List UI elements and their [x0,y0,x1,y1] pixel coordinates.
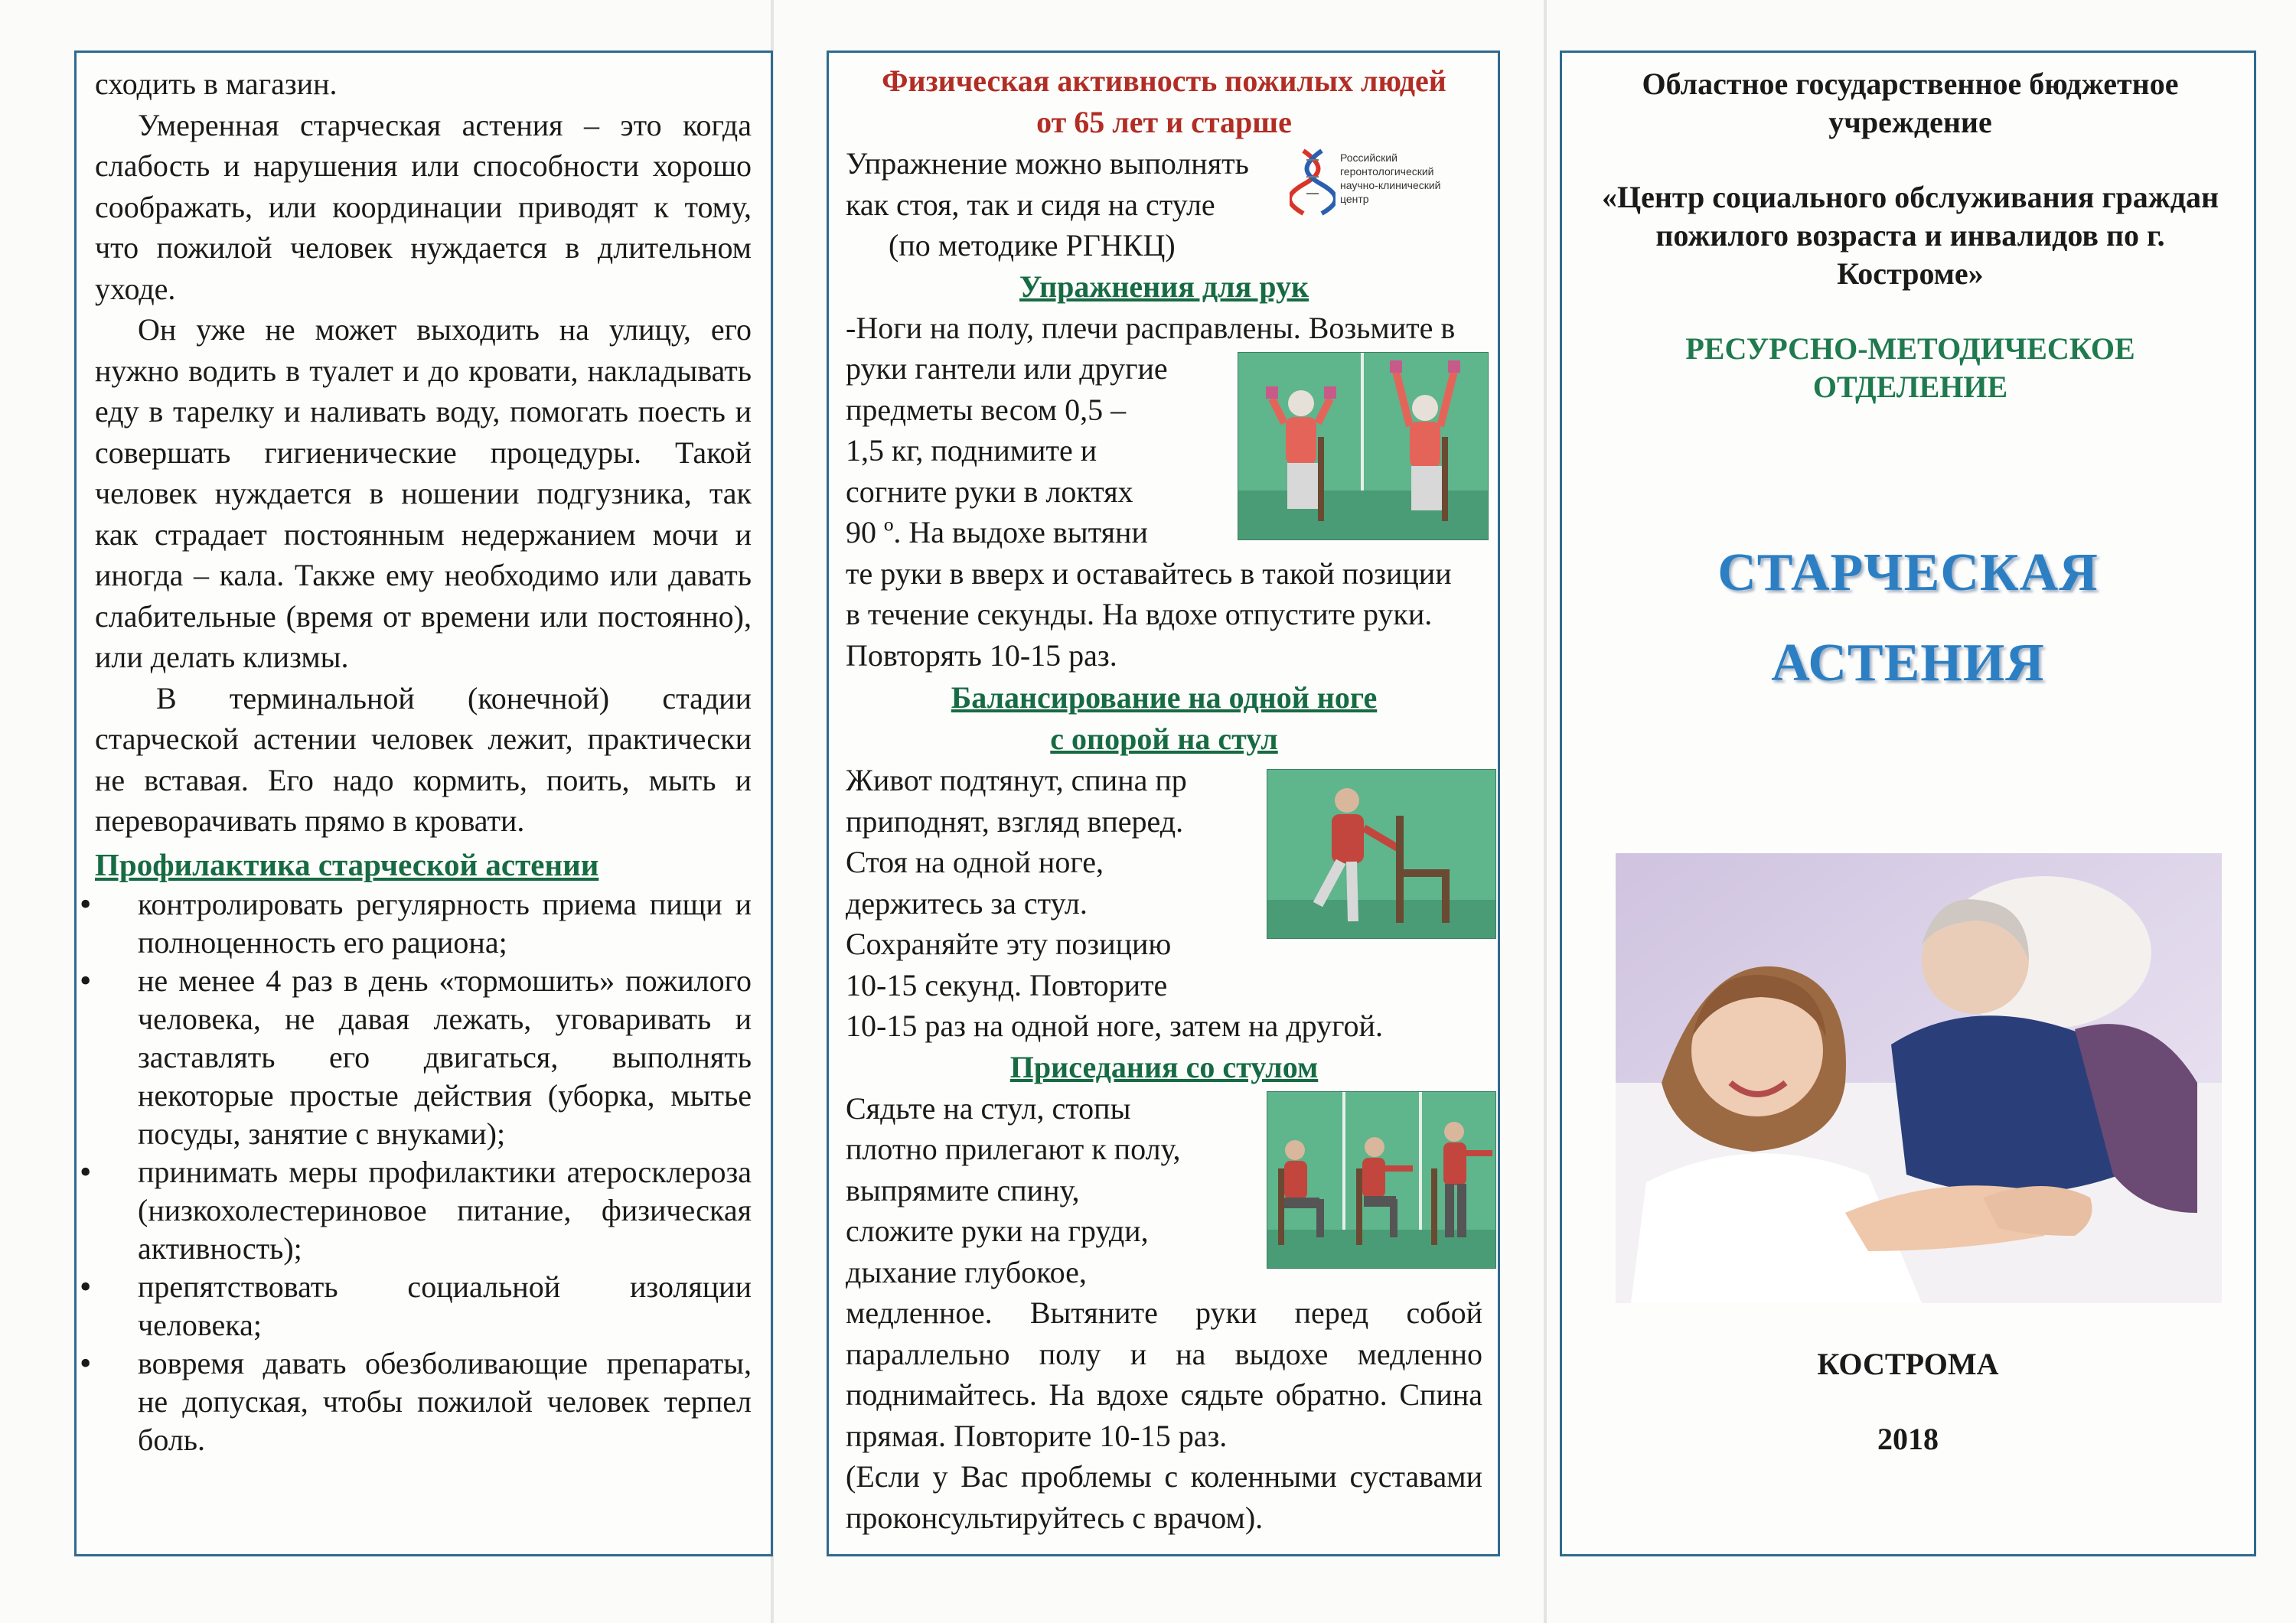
dna-helix-icon [1290,146,1336,217]
panel-middle [827,51,1500,1556]
balance-text-line: приподнят, взгляд вперед. [846,803,1184,839]
publication-year: 2018 [1877,1422,1939,1456]
caregiver-holding-hands-illustration [1616,853,2222,1303]
brochure-title-line-2: АСТЕНИЯ [1771,634,2045,693]
balance-heading-line-2: с опорой на стул [1050,722,1278,756]
logo-text-line: Российский [1340,152,1397,164]
prevention-item: • вовремя давать обезболивающие препараты, не допуская, чтобы пожилой человек терпел боль. [95,1344,752,1459]
balance-exercise-block [846,760,1482,1047]
intro-line: (по методике РГНКЦ) [889,228,1176,262]
city-name: КОСТРОМА [1817,1347,1999,1381]
arms-text-line: те руки в вверх и оставайтесь в такой позиции [846,556,1452,591]
balance-heading-line-1: Балансирование на одной ноге [951,680,1378,715]
paragraph-moderate-asthenia: Умеренная старческая астения – это когда слабость и нарушения или способности хорошо соображать, или координации приводят к тому, что пожилой человек нуждается в длительном уходе. [95,107,752,306]
department-line: РЕСУРСНО-МЕТОДИЧЕСКОЕ [1685,331,2135,366]
logo-text [1340,151,1470,206]
squats-exercise-photo [1267,1091,1496,1269]
arms-text-line: Повторять 10-15 раз. [846,637,1117,673]
left-column-text [95,64,752,1459]
balance-text-line: держитесь за стул. [846,885,1088,921]
rgnkc-logo [1290,146,1469,217]
department-name [1608,330,2213,406]
balance-text-line: Сохраняйте эту позицию [846,927,1172,961]
activity-title-line-1: Физическая активность пожилых людей [882,64,1446,98]
department-line: ОТДЕЛЕНИЕ [1812,370,2008,404]
exercise-column [846,60,1482,1538]
squats-note: (Если у Вас проблемы с коленными суставами проконсультируйтесь с врачом). [846,1459,1482,1535]
prevention-list [95,885,752,1459]
arms-exercise-photo [1238,352,1489,540]
activity-title-line-2: от 65 лет и старше [1036,105,1292,139]
arms-text-line: 90 º. На выдохе вытяни [846,515,1148,549]
intro-line: Упражнение можно выполнять [846,146,1249,181]
arms-text-line: 1,5 кг, поднимите и [846,433,1097,468]
logo-text-line: научно-клинический [1340,179,1441,191]
prevention-item: • контролировать регулярность приема пищи и полноценность его рациона; [95,885,752,962]
arms-exercise-heading: Упражнения для рук [1019,269,1309,304]
arms-text-line: предметы весом 0,5 – [846,392,1127,427]
brochure-title-line-1: СТАРЧЕСКАЯ [1717,543,2099,602]
intro-block [846,143,1482,266]
man-doing-chair-squats-illustration [1267,1092,1495,1268]
squats-text-line: сложите руки на груди, [846,1214,1149,1248]
logo-text-line: центр [1340,193,1369,205]
arms-exercise-block [846,308,1482,676]
intro-line: как стоя, так и сидя на стуле [846,187,1215,222]
squats-text-paragraph: медленное. Вытяните руки перед собой параллельно полу и на выдохе медленно поднимайтесь. На вдохе сядьте обратно. Спина прямая. Повторите 10-15 раз. [846,1295,1482,1453]
prevention-item: • принимать меры профилактики атеросклероза (низкохолестериновое питание, физическая активность); [95,1153,752,1268]
panel-left [74,51,773,1556]
arms-text-line: -Ноги на полу, плечи расправлены. Возьмите в [846,310,1456,345]
squats-text-line: Сядьте на стул, стопы [846,1090,1131,1126]
fold-line-right [1544,0,1547,1623]
prevention-item: • препятствовать социальной изоляции человека; [95,1268,752,1344]
arms-text-line: согните руки в локтях [846,474,1133,509]
paragraph-care-needs: Он уже не может выходить на улицу, его нужно водить в туалет и до кровати, накладывать еду в тарелку и наливать воду, помогать поесть и совершать гигиенические процедуры. Такой человек нуждается в ношении подгузника, так как страдает постоянным недержанием мочи и иногда – кала. Также ему необходимо или давать слабительные (время от времени или постоянно), или делать клизмы. [95,312,752,674]
paragraph-continuation: сходить в магазин. [95,67,338,101]
paragraph-terminal-stage: В терминальной (конечной) стадии старческой астении человек лежит, практически не вставая. Его надо кормить, поить, мыть и переворачивать прямо в кровати. [95,680,752,838]
organization-name: «Центр социального обслуживания граждан пожилого возраста и инвалидов по г. Костроме» [1601,180,2219,291]
cover-photo-caregiver-and-elderly-woman [1616,853,2222,1303]
balance-exercise-photo [1267,769,1496,939]
prevention-heading: Профилактика старческой астении [95,846,599,882]
squats-text-line: дыхание глубокое, [846,1254,1087,1289]
organization-type: Областное государственное бюджетное учреждение [1642,67,2179,139]
arms-text-line: в течение секунды. На вдохе отпустите руки. [846,597,1433,631]
balance-text-line: 10-15 раз на одной ноге, затем на другой. [846,1009,1383,1043]
squats-heading: Приседания со стулом [1009,1049,1319,1084]
woman-lifting-dumbbells-illustration [1238,353,1488,539]
panel-cover [1560,51,2256,1556]
prevention-item: • не менее 4 раз в день «тормошить» пожилого человека, не давая лежать, уговаривать и заставлять его двигаться, выполнять некоторые простые действия (уборка, мытье посуды, занятие с внуками); [95,962,752,1153]
squats-text-line: выпрямите спину, [846,1172,1080,1207]
squats-exercise-block [846,1088,1482,1539]
balance-text-line: 10-15 секунд. Повторите [846,967,1168,1002]
balance-text-line: Живот подтянут, спина пр [846,763,1187,797]
squats-text-line: плотно прилегают к полу, [846,1132,1181,1166]
arms-text-line: руки гантели или другие [846,351,1168,386]
man-balancing-on-one-leg-illustration [1267,770,1495,938]
logo-text-line: геронтологический [1340,165,1434,178]
balance-text-line: Стоя на одной ноге, [846,845,1104,879]
